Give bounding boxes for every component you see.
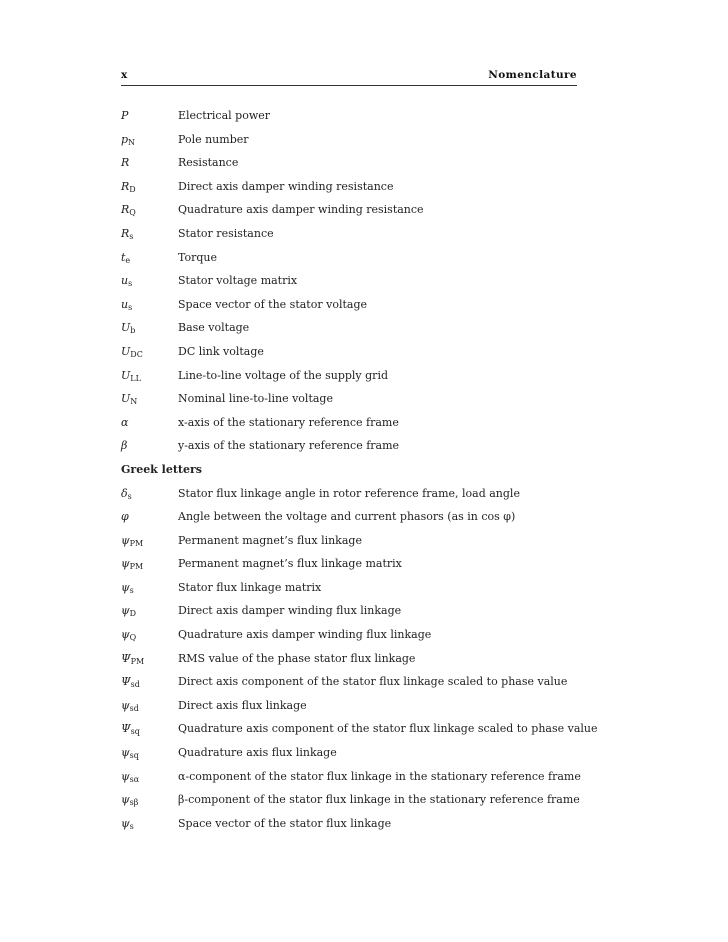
symbol: [121, 104, 177, 128]
symbol-base: R: [121, 179, 130, 193]
greek-symbols-group: [121, 482, 598, 836]
description: Electrical power: [178, 109, 270, 122]
symbol-subscript: PM: [129, 562, 144, 572]
nomenclature-entry: [121, 765, 581, 789]
symbol: [121, 623, 177, 647]
symbol: [121, 812, 177, 836]
symbol: [121, 576, 177, 600]
nomenclature-entry: [121, 340, 577, 364]
description: Stator flux linkage matrix: [178, 580, 322, 594]
symbol-base: ψ: [121, 769, 130, 783]
symbol-subscript: D: [129, 184, 136, 194]
symbol: [121, 411, 177, 435]
nomenclature-entry: [121, 670, 577, 694]
symbol: [121, 717, 177, 741]
symbol-subscript: N: [128, 137, 136, 147]
symbol: [121, 482, 177, 506]
nomenclature-entry: [121, 175, 577, 199]
nomenclature-entry: [121, 482, 577, 506]
nomenclature-entry: [121, 434, 577, 458]
description: β-component of the stator flux linkage in the stationary reference frame: [178, 793, 580, 807]
symbol: [121, 599, 177, 623]
symbol-base: u: [121, 297, 129, 311]
description: Base voltage: [178, 321, 250, 335]
symbol: [121, 741, 177, 765]
nomenclature-entry: [121, 269, 577, 293]
symbol-base: P: [121, 109, 129, 122]
nomenclature-entry: [121, 623, 577, 647]
symbol-base: ψ: [121, 533, 130, 547]
nomenclature-entry: [121, 411, 577, 435]
symbol-base: β: [121, 439, 128, 453]
description: Torque: [178, 250, 217, 264]
description: Quadrature axis damper winding resistance: [178, 203, 424, 217]
nomenclature-list: [121, 104, 598, 835]
symbol-subscript: s: [128, 279, 133, 289]
symbol-subscript: sβ: [129, 798, 139, 808]
symbol: [121, 198, 177, 222]
symbol-base: U: [121, 368, 131, 382]
symbol-subscript: e: [125, 255, 131, 265]
symbol-subscript: sα: [129, 774, 140, 784]
symbol: [121, 694, 177, 718]
nomenclature-entry: [121, 529, 577, 553]
description: Direct axis damper winding flux linkage: [178, 604, 402, 618]
description: x-axis of the stationary reference frame: [178, 415, 399, 429]
description: α-component of the stator flux linkage in the stationary reference frame: [178, 769, 581, 783]
nomenclature-entry: [121, 812, 577, 836]
symbol-subscript: LL: [130, 373, 141, 383]
description: Quadrature axis component of the stator flux linkage scaled to phase value: [178, 722, 598, 736]
symbol-base: ψ: [121, 557, 130, 571]
symbol: [121, 434, 177, 458]
description: Pole number: [178, 132, 249, 146]
symbol-base: α: [121, 415, 129, 429]
symbol-subscript: DC: [130, 349, 143, 359]
nomenclature-entry: [121, 599, 577, 623]
chapter-title: Nomenclature: [488, 69, 577, 81]
symbol-subscript: PM: [130, 656, 145, 666]
description: Permanent magnet’s flux linkage: [178, 533, 362, 547]
symbol-subscript: sq: [129, 751, 139, 761]
symbol: [121, 765, 177, 789]
symbol-base: u: [121, 274, 129, 288]
symbol: [121, 529, 177, 553]
description: RMS value of the phase stator flux linkage: [178, 651, 416, 665]
symbol-subscript: sq: [130, 727, 140, 737]
description: Quadrature axis flux linkage: [178, 746, 337, 760]
symbol: [121, 505, 177, 529]
description: Permanent magnet’s flux linkage matrix: [178, 557, 402, 571]
symbol-base: ψ: [121, 604, 130, 618]
nomenclature-entry: [121, 222, 577, 246]
symbol: [121, 246, 177, 270]
nomenclature-entry: [121, 198, 577, 222]
description: Line-to-line voltage of the supply grid: [178, 368, 389, 382]
description: Direct axis flux linkage: [178, 698, 307, 712]
description: Space vector of the stator flux linkage: [178, 816, 392, 830]
symbol-base: ψ: [121, 580, 130, 594]
description: Nominal line-to-line voltage: [178, 392, 333, 406]
symbol-base: U: [121, 344, 131, 358]
description: Direct axis damper winding resistance: [178, 179, 394, 193]
description: Angle between the voltage and current phasors (as in cos φ): [178, 510, 516, 524]
nomenclature-entry: [121, 387, 577, 411]
symbol: [121, 364, 177, 388]
symbol: [121, 128, 177, 152]
description: Direct axis component of the stator flux linkage scaled to phase value: [178, 675, 568, 689]
symbol: [121, 175, 177, 199]
symbol: [121, 151, 177, 175]
symbol-base: ψ: [121, 746, 130, 760]
nomenclature-entry: [121, 717, 598, 741]
symbol: [121, 670, 177, 694]
nomenclature-entry: [121, 128, 577, 152]
symbol-subscript: s: [127, 491, 132, 501]
symbol-base: R: [121, 156, 130, 170]
symbol-subscript: s: [129, 585, 134, 595]
symbol-subscript: sd: [130, 680, 140, 690]
symbol-base: φ: [121, 510, 129, 524]
description: Stator voltage matrix: [178, 274, 298, 288]
symbol-subscript: s: [129, 231, 134, 241]
nomenclature-entry: [121, 552, 577, 576]
description: Stator resistance: [178, 226, 274, 240]
symbol-subscript: Q: [129, 208, 136, 218]
symbol-base: Ψ: [121, 651, 131, 665]
symbol: [121, 647, 177, 671]
latin-symbols-group: [121, 104, 577, 458]
symbol-base: ψ: [121, 698, 130, 712]
document-page: [121, 0, 598, 942]
symbol-base: δ: [121, 486, 128, 500]
symbol-subscript: s: [128, 302, 133, 312]
description: Space vector of the stator voltage: [178, 297, 367, 311]
symbol: [121, 293, 177, 317]
nomenclature-entry: [121, 694, 577, 718]
description: DC link voltage: [178, 344, 264, 358]
symbol-base: ψ: [121, 793, 130, 807]
nomenclature-entry: [121, 576, 577, 600]
header-rule: [121, 85, 577, 86]
description: Stator flux linkage angle in rotor reference frame, load angle: [178, 486, 520, 500]
nomenclature-entry: [121, 293, 577, 317]
symbol-base: R: [121, 203, 130, 217]
symbol-base: ψ: [121, 816, 130, 830]
symbol-base: ψ: [121, 628, 130, 642]
symbol: [121, 222, 177, 246]
nomenclature-entry: [121, 316, 577, 340]
description: y-axis of the stationary reference frame: [178, 439, 400, 453]
symbol: [121, 387, 177, 411]
page-number: x: [121, 69, 128, 81]
symbol: [121, 316, 177, 340]
nomenclature-entry: [121, 246, 577, 270]
symbol-subscript: Q: [129, 633, 137, 643]
nomenclature-entry: [121, 647, 577, 671]
symbol-subscript: D: [129, 609, 137, 619]
nomenclature-entry: [121, 741, 577, 765]
greek-letters-heading: Greek letters: [121, 462, 202, 476]
symbol-subscript: N: [130, 397, 138, 407]
symbol-base: Ψ: [121, 675, 131, 689]
nomenclature-entry: [121, 151, 577, 175]
nomenclature-entry: [121, 788, 580, 812]
nomenclature-entry: [121, 104, 577, 128]
symbol-subscript: b: [130, 326, 136, 336]
symbol-base: U: [121, 392, 131, 406]
symbol: [121, 340, 177, 364]
nomenclature-entry: [121, 364, 577, 388]
symbol-subscript: s: [129, 821, 134, 831]
nomenclature-entry: [121, 505, 577, 529]
symbol-base: t: [121, 250, 126, 264]
symbol-base: p: [121, 132, 129, 146]
symbol-subscript: sd: [129, 703, 139, 713]
description: Quadrature axis damper winding flux linkage: [178, 628, 432, 642]
symbol-base: Ψ: [121, 722, 131, 736]
symbol: [121, 788, 177, 812]
symbol-base: U: [121, 321, 131, 335]
running-header: [121, 69, 577, 85]
symbol-subscript: PM: [129, 538, 144, 548]
symbol: [121, 552, 177, 576]
symbol: [121, 269, 177, 293]
symbol-base: R: [121, 226, 130, 240]
description: Resistance: [178, 156, 239, 170]
